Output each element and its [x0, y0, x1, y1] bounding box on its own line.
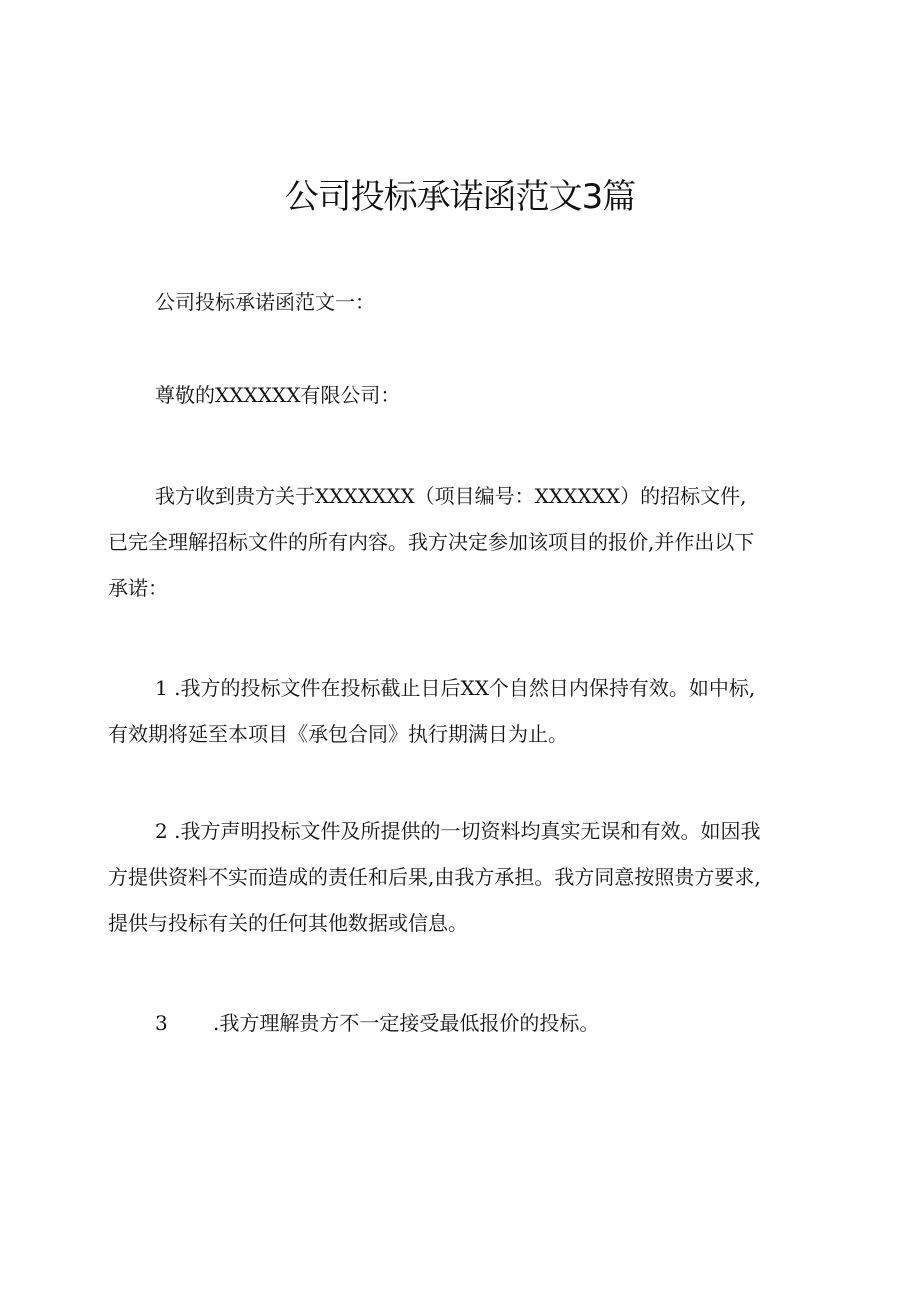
document-title: 公司投标承诺函范文3篇	[284, 177, 636, 217]
commitment-item-3	[108, 1000, 820, 1046]
commitment-first-line	[108, 665, 820, 711]
commitment-line: 方提供资料不实而造成的责任和后果,由我方承担。我方同意按照贵方要求,	[108, 865, 761, 889]
item-number: 2	[155, 819, 168, 843]
intro-paragraph	[108, 473, 820, 611]
item-number: 1	[155, 676, 168, 700]
item-text: .我方的投标文件在投标截止日后XX个自然日内保持有效。如中标,	[174, 676, 756, 700]
commitment-line: 提供与投标有关的任何其他数据或信息。	[108, 911, 468, 935]
intro-line: 我方收到贵方关于XXXXXXX（项目编号：XXXXXX）的招标文件,	[155, 484, 747, 508]
item-number: 3	[155, 1011, 168, 1035]
salutation	[108, 372, 820, 418]
commitment-first-line	[108, 808, 820, 854]
section-heading	[108, 279, 820, 325]
item-text: .我方理解贵方不一定接受最低报价的投标。	[213, 1011, 600, 1035]
intro-line: 承诺：	[108, 576, 168, 600]
commitment-first-line	[108, 1000, 820, 1046]
intro-line: 已完全理解招标文件的所有内容。我方决定参加该项目的报价,并作出以下	[108, 530, 755, 554]
commitment-line: 有效期将延至本项目《承包合同》执行期满日为止。	[108, 722, 568, 746]
item-text: .我方声明投标文件及所提供的一切资料均真实无误和有效。如因我	[174, 819, 761, 843]
salutation-text: 尊敬的XXXXXX有限公司：	[155, 383, 401, 407]
commitment-item-2	[108, 808, 820, 946]
section-heading-text: 公司投标承诺函范文一：	[155, 290, 375, 314]
commitment-item-1	[108, 665, 820, 757]
